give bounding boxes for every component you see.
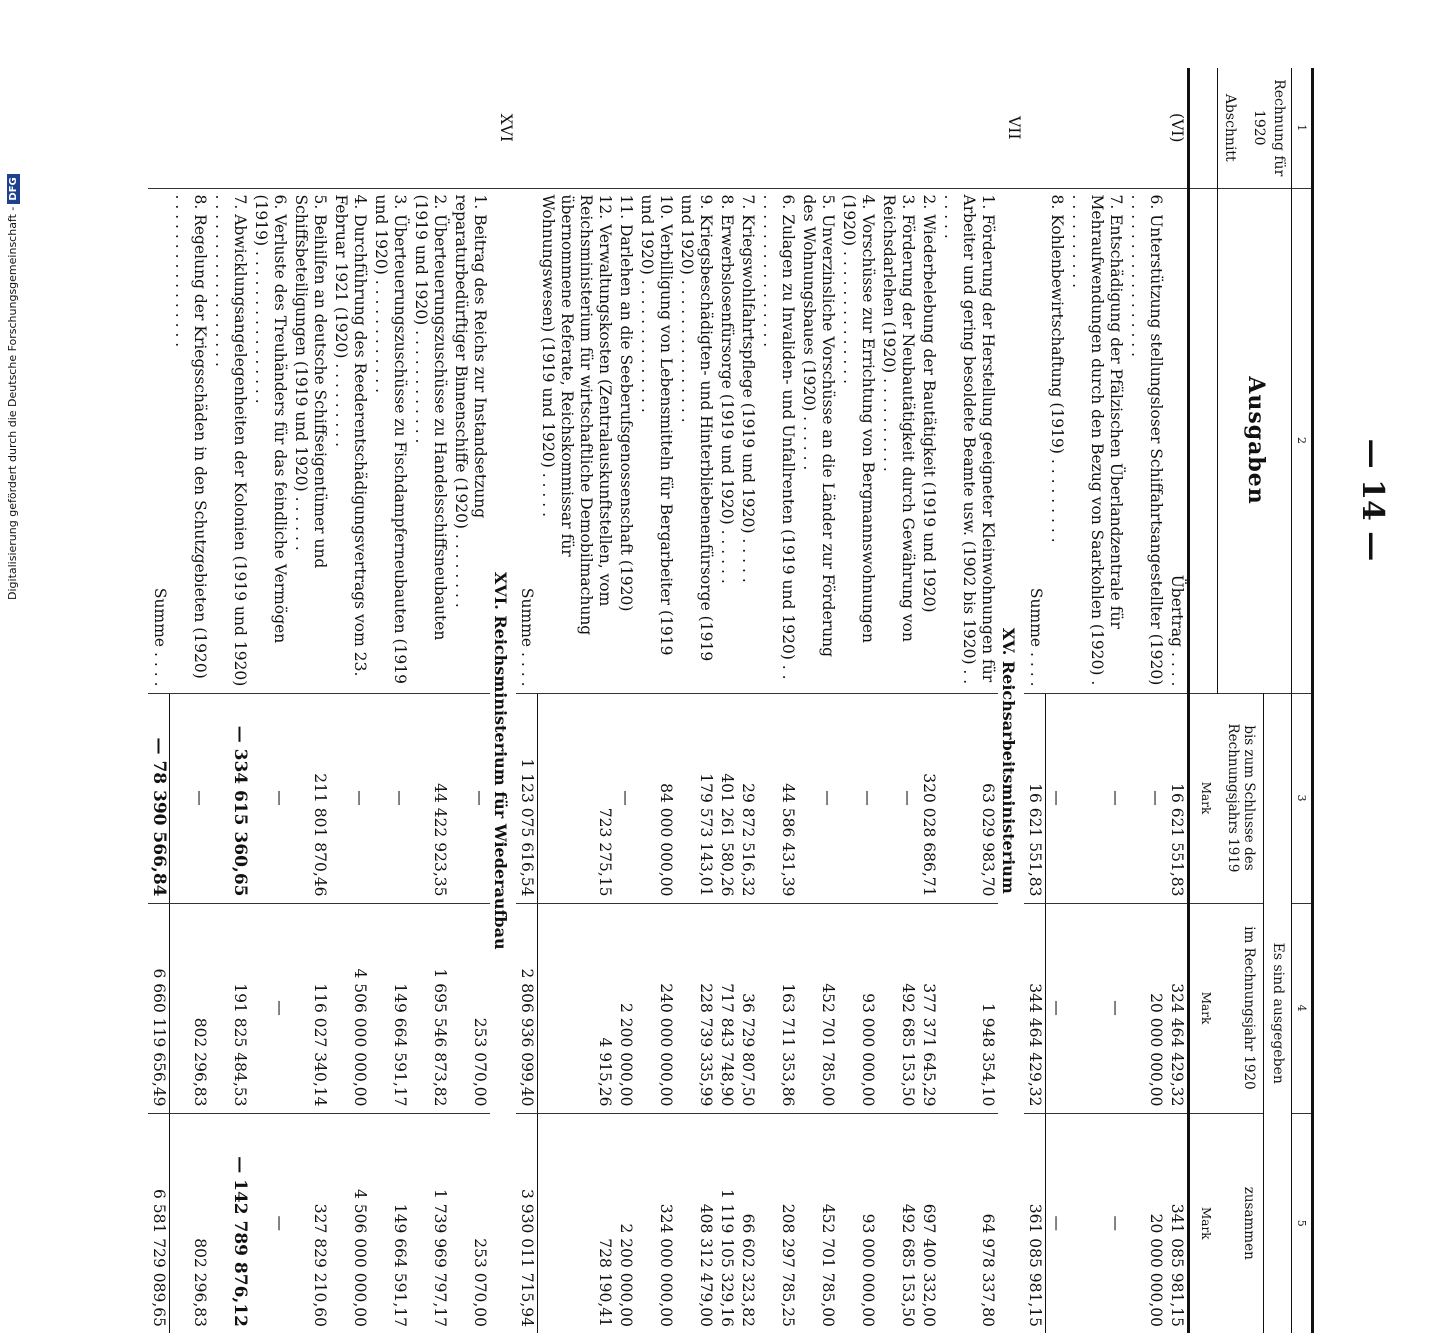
abschnitt-header	[1218, 68, 1292, 188]
bis-1919-value: 211 801 870,46	[290, 693, 330, 903]
rechnung-label: Rechnung für 1920	[1251, 79, 1287, 177]
table-row	[940, 68, 999, 1333]
im-rechnungsjahr-header: im Rechnungsjahr 1920	[1218, 903, 1264, 1113]
year-1920-value: 191 825 484,53	[210, 903, 250, 1113]
section-title: XV. Reichsarbeitsministerium	[999, 188, 1025, 1333]
description-cell: 11. Darlehen an die Seeberufsgenossenschaft (1920)	[616, 188, 637, 693]
abschnitt-cell	[799, 68, 839, 188]
abschnitt-cell	[940, 68, 999, 188]
year-1920-value: 116 027 340,14	[290, 903, 330, 1113]
abschnitt-label: Abschnitt	[1222, 93, 1238, 162]
table-row	[717, 68, 738, 1333]
bis-1919-value: —	[839, 693, 879, 903]
unit-label: Mark	[1189, 1113, 1218, 1333]
table-row	[210, 68, 250, 1333]
summe-row	[1025, 68, 1047, 1333]
abschnitt-cell	[290, 68, 330, 188]
total-value: 149 664 591,17	[370, 1113, 410, 1333]
abschnitt-cell	[410, 68, 450, 188]
table-row	[1167, 68, 1190, 1333]
year-1920-value: 253 070,00	[450, 903, 490, 1113]
table-row	[1068, 68, 1127, 1333]
unit-label: Mark	[1189, 693, 1218, 903]
bis-1919-value: 44 586 431,39	[759, 693, 799, 903]
bis-1919-value: —	[879, 693, 919, 903]
description-cell: 8. Regelung der Kriegsschäden in den Schutzgebieten (1920) . . . . . . . . . . . . . . . .	[170, 188, 210, 693]
bis-1919-value: — 334 615 360,65	[210, 693, 250, 903]
bis-1919-value: —	[1068, 693, 1127, 903]
description-cell: 4. Durchführung des Reederentschädigungsvertrags vom 23. Februar 1921 (1920) . . . . . . . . .	[330, 188, 370, 693]
bis-1919-value: 723 275,15	[538, 693, 616, 903]
total-value: — 142 789 876,12	[210, 1113, 250, 1333]
total-value: 64 978 337,80	[940, 1113, 999, 1333]
year-1920-value: —	[250, 903, 290, 1113]
table-row	[759, 68, 799, 1333]
column-number: 3	[1292, 693, 1313, 903]
year-1920-value: 4 506 000 000,00	[330, 903, 370, 1113]
dfg-logo: DFG	[7, 174, 20, 203]
year-1920-value: 1 948 354,10	[940, 903, 999, 1113]
description-cell: Summe . . . .	[516, 188, 538, 693]
description-cell: 1. Beitrag des Reichs zur Instandsetzung reparaturbedürftiger Binnenschiffe (1920) . . . . . . . .	[450, 188, 490, 693]
table-row	[677, 68, 717, 1333]
year-1920-value: 1 695 546 873,82	[410, 903, 450, 1113]
abschnitt-cell	[516, 68, 538, 188]
abschnitt-cell	[330, 68, 370, 188]
description-cell: 6. Verluste des Treuhänders für das feindliche Vermögen (1919) . . . . . . . . . . . . . . . .	[250, 188, 290, 693]
description-cell: 3. Förderung der Neubautätigkeit durch Gewährung von Reichsdarlehen (1920) . . . . . . . . . .	[879, 188, 919, 693]
total-value: —	[1046, 1113, 1068, 1333]
abschnitt-cell	[450, 68, 490, 188]
description-cell: 7. Entschädigung der Pfälzischen Überlandzentrale für Mehraufwendungen durch den Bezug von Saarkohlen (1920) . . . . . . . . . . .	[1068, 188, 1127, 693]
abschnitt-cell	[538, 68, 616, 188]
abschnitt-cell	[616, 68, 637, 188]
total-value: 66 602 323,82	[738, 1113, 759, 1333]
description-cell: Summe . . . .	[1025, 188, 1047, 693]
bis-1919-value: —	[250, 693, 290, 903]
total-value: 3 930 011 715,94	[516, 1113, 538, 1333]
table-row	[799, 68, 839, 1333]
year-1920-value: 344 464 429,32	[1025, 903, 1047, 1113]
table-row	[410, 68, 450, 1333]
bis-1919-value: 44 422 923,35	[410, 693, 450, 903]
table-row	[637, 68, 677, 1333]
description-cell: 8. Kohlenbewirtschaftung (1919) . . . . . . . . .	[1046, 188, 1068, 693]
abschnitt-cell	[839, 68, 879, 188]
year-1920-value: 492 685 153,50	[879, 903, 919, 1113]
abschnitt-cell	[1046, 68, 1068, 188]
table-row	[879, 68, 919, 1333]
year-1920-value: 6 660 119 656,49	[149, 903, 171, 1113]
table-body	[149, 68, 1190, 1333]
table-row	[839, 68, 879, 1333]
total-value: 324 000 000,00	[637, 1113, 677, 1333]
total-value: 253 070,00	[450, 1113, 490, 1333]
bis-1919-value: 1 123 075 616,54	[516, 693, 538, 903]
description-cell: 4. Vorschüsse zur Errichtung von Bergmannswohnungen (1920) . . . . . . . . . . . . . .	[839, 188, 879, 693]
table-row	[170, 68, 210, 1333]
table-row	[250, 68, 290, 1333]
table-row	[370, 68, 410, 1333]
total-value: 452 701 785,00	[799, 1113, 839, 1333]
total-value: 697 400 332,00	[919, 1113, 940, 1333]
abschnitt-cell	[1025, 68, 1047, 188]
page-number: — 14 —	[1355, 438, 1390, 562]
column-number: 1	[1292, 68, 1313, 188]
column-number: 4	[1292, 903, 1313, 1113]
abschnitt-cell: (VI)	[1168, 113, 1187, 143]
bis-1919-value: 16 621 551,83	[1025, 693, 1047, 903]
total-value: 20 000 000,00	[1127, 1113, 1167, 1333]
description-cell: 5. Unverzinsliche Vorschüsse an die Länder zur Förderung des Wohnungsbaues (1920) . . . . . .	[799, 188, 839, 693]
description-cell: 10. Verbilligung von Lebensmitteln für Bergarbeiter (1919 und 1920) . . . . . . . . . . . . . .	[637, 188, 677, 693]
abschnitt-cell	[759, 68, 799, 188]
bis-1919-value: —	[1127, 693, 1167, 903]
description-cell: 8. Erwerbslosenfürsorge (1919 und 1920) . . . . . .	[717, 188, 738, 693]
bis-1919-value: —	[330, 693, 370, 903]
bis-1919-value: —	[1046, 693, 1068, 903]
abschnitt-cell	[1127, 68, 1167, 188]
column-number: 5	[1292, 1113, 1313, 1333]
total-value: 802 296,83	[170, 1113, 210, 1333]
year-1920-value: 2 806 936 099,40	[516, 903, 538, 1113]
bis-1919-value: — 78 390 566,84	[149, 693, 171, 903]
description-cell: Summe . . . .	[149, 188, 171, 693]
summe-row	[516, 68, 538, 1333]
total-value: 1 739 969 797,17	[410, 1113, 450, 1333]
description-cell: 6. Unterstützung stellungsloser Schiffahrtsangestellter (1920) . . . . . . . . . . . . . . . . .	[1127, 188, 1167, 693]
abschnitt-cell	[170, 68, 210, 188]
year-1920-value: 4 915,26	[538, 903, 616, 1113]
total-value: 4 506 000 000,00	[330, 1113, 370, 1333]
total-value: 408 312 479,00	[677, 1113, 717, 1333]
year-1920-value: 228 739 335,99	[677, 903, 717, 1113]
abschnitt-cell: VII	[1005, 116, 1024, 140]
total-value: 6 581 729 089,65	[149, 1113, 171, 1333]
bis-1919-value: 29 872 516,32	[738, 693, 759, 903]
year-1920-value: 93 000 000,00	[839, 903, 879, 1113]
summe-row	[149, 68, 171, 1333]
bis-1919-value: 63 029 983,70	[940, 693, 999, 903]
year-1920-value: —	[1046, 903, 1068, 1113]
abschnitt-cell	[738, 68, 759, 188]
zusammen-header: zusammen	[1218, 1113, 1264, 1333]
abschnitt-cell	[637, 68, 677, 188]
unit-label: Mark	[1189, 903, 1218, 1113]
year-1920-value: 324 464 429,32	[1167, 903, 1190, 1113]
abschnitt-cell	[677, 68, 717, 188]
description-cell: 12. Verwaltungskosten (Zentralauskunftstellen, vom Reichsministerium für wirtschaftliche Demobilmachung übernommene Referate, Reichskommissar für Wohnungswesen) (1919 und 1920) . . . . .	[538, 188, 616, 693]
year-1920-value: 377 371 645,29	[919, 903, 940, 1113]
section-row	[999, 68, 1025, 1333]
es-sind-ausgegeben-header: Es sind ausgegeben	[1263, 693, 1291, 1333]
total-value: 2 200 000,00	[616, 1113, 637, 1333]
ausgaben-header	[1218, 188, 1292, 693]
year-1920-value: 2 200 000,00	[616, 903, 637, 1113]
abschnitt-cell	[879, 68, 919, 188]
column-number: 2	[1292, 188, 1313, 693]
year-1920-value: 802 296,83	[170, 903, 210, 1113]
table-row	[538, 68, 616, 1333]
description-cell: 3. Überteuerungszuschüsse zu Fischdampferneubauten (1919 und 1920) . . . . . . . . . . . .	[370, 188, 410, 693]
table-row	[738, 68, 759, 1333]
total-value: 492 685 153,50	[879, 1113, 919, 1333]
description-cell: 7. Abwicklungsangelegenheiten der Kolonien (1919 und 1920) . . . . . . . . . . . . . . . . . .	[210, 188, 250, 693]
total-value: 1 119 105 329,16	[717, 1113, 738, 1333]
dfg-credit-text: Digitalisierung gefördert durch die Deutsche Forschungsgemeinschaft -	[6, 206, 19, 600]
description-cell: 5. Beihilfen an deutsche Schiffseigentümer und Schiffsbeteiligungen (1919 und 1920) . . . . . .	[290, 188, 330, 693]
table-row	[290, 68, 330, 1333]
bis-1919-value: —	[170, 693, 210, 903]
total-value: 327 829 210,60	[290, 1113, 330, 1333]
total-value: 208 297 785,25	[759, 1113, 799, 1333]
abschnitt-cell	[919, 68, 940, 188]
year-1920-value: 240 000 000,00	[637, 903, 677, 1113]
total-value: 361 085 981,15	[1025, 1113, 1047, 1333]
bis-1919-value: —	[616, 693, 637, 903]
bis-1919-value: 320 028 686,71	[919, 693, 940, 903]
description-cell: 2. Überteuerungszuschüsse zu Handelsschiffsneubauten (1919 und 1920) . . . . . . . . . . . .	[410, 188, 450, 693]
table-row	[616, 68, 637, 1333]
year-1920-value: 36 729 807,50	[738, 903, 759, 1113]
total-value: —	[1068, 1113, 1127, 1333]
bis-1919-value: —	[450, 693, 490, 903]
description-cell: Übertrag . . . .	[1167, 188, 1190, 693]
year-1920-value: 452 701 785,00	[799, 903, 839, 1113]
section-title: XVI. Reichsministerium für Wiederaufbau	[490, 188, 516, 1333]
abschnitt-cell	[210, 68, 250, 188]
total-value: —	[250, 1113, 290, 1333]
expenditure-table	[149, 68, 1315, 1333]
bis-1919-value: 179 573 143,01	[677, 693, 717, 903]
ausgaben-label: Ausgaben	[1243, 376, 1270, 505]
abschnitt-cell	[149, 68, 171, 188]
abschnitt-cell	[717, 68, 738, 188]
abschnitt-cell: XVI	[497, 113, 515, 142]
table-row	[450, 68, 490, 1333]
table-row	[919, 68, 940, 1333]
total-value: 93 000 000,00	[839, 1113, 879, 1333]
bis-1919-value: 401 261 580,26	[717, 693, 738, 903]
bis-zum-schluss-header: bis zum Schlusse des Rechnungsjahrs 1919	[1218, 693, 1264, 903]
total-value: 341 085 981,15	[1167, 1113, 1190, 1333]
year-1920-value: —	[1068, 903, 1127, 1113]
description-cell: 6. Zulagen zu Invaliden- und Unfallrenten (1919 und 1920) . . . . . . . . . . . . . . . . . .	[759, 188, 799, 693]
table-row	[1046, 68, 1068, 1333]
description-cell: 1. Förderung der Herstellung geeigneter Kleinwohnungen für Arbeiter und gering besoldete Beamte usw. (1902 bis 1920) . . . . . . .	[940, 188, 999, 693]
description-cell: 7. Kriegswohlfahrtspflege (1919 und 1920) . . . . .	[738, 188, 759, 693]
table-row	[1127, 68, 1167, 1333]
year-1920-value: 149 664 591,17	[370, 903, 410, 1113]
year-1920-value: 163 711 353,86	[759, 903, 799, 1113]
description-cell: 2. Wiederbelebung der Bautätigkeit (1919 und 1920)	[919, 188, 940, 693]
bis-1919-value: 16 621 551,83	[1167, 693, 1190, 903]
column-number-row	[1292, 68, 1313, 1333]
bis-1919-value: —	[799, 693, 839, 903]
year-1920-value: 717 843 748,90	[717, 903, 738, 1113]
abschnitt-cell	[250, 68, 290, 188]
bis-1919-value: 84 000 000,00	[637, 693, 677, 903]
abschnitt-cell	[1068, 68, 1127, 188]
bis-1919-value: —	[370, 693, 410, 903]
abschnitt-cell	[370, 68, 410, 188]
total-value: 728 190,41	[538, 1113, 616, 1333]
year-1920-value: 20 000 000,00	[1127, 903, 1167, 1113]
section-row	[490, 68, 516, 1333]
table-row	[330, 68, 370, 1333]
description-cell: 9. Kriegsbeschädigten- und Hinterbliebenenfürsorge (1919 und 1920) . . . . . . . . . . . . . . .	[677, 188, 717, 693]
